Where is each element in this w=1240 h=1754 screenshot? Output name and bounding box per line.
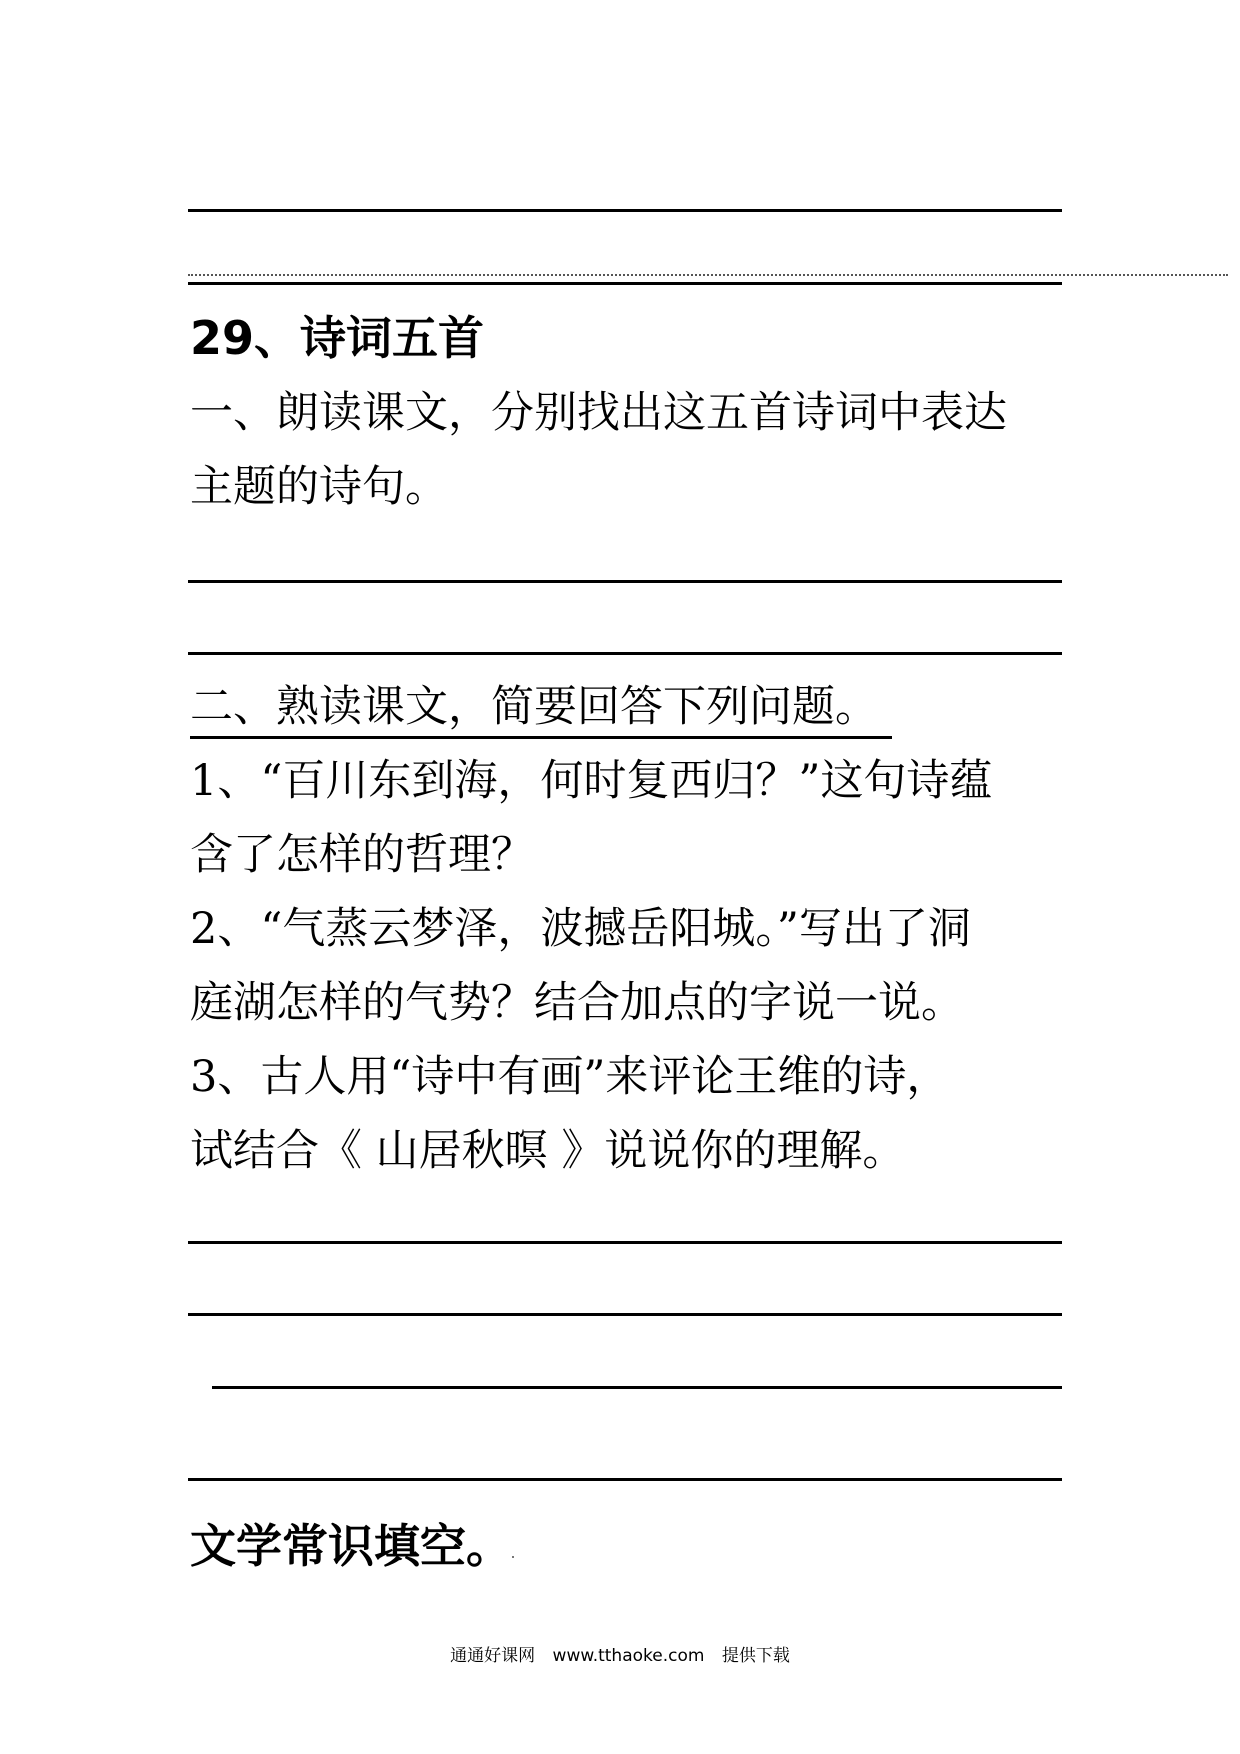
footer-site-name: 通通好课网	[450, 1646, 536, 1666]
literature-heading: 文学常识填空。	[190, 1519, 512, 1573]
question-1-line-1: 1、“百川东到海，何时复西归？”这句诗蕴	[190, 756, 993, 806]
part-two-heading-text: 二、熟读课文，简要回答下列问题。	[190, 682, 892, 739]
answer-line	[188, 1313, 1062, 1316]
answer-line	[188, 652, 1062, 655]
stray-dot	[512, 1556, 514, 1558]
section-title: 29、诗词五首	[190, 311, 485, 365]
part-one-line-1: 一、朗读课文，分别找出这五首诗词中表达	[190, 388, 1007, 438]
answer-line	[212, 1386, 1062, 1389]
page-footer	[0, 1644, 1240, 1668]
question-3-line-1: 3、古人用“诗中有画”来评论王维的诗，	[190, 1052, 950, 1102]
answer-line	[188, 209, 1062, 212]
question-2-line-2: 庭湖怎样的气势？结合加点的字说一说。	[190, 978, 964, 1028]
question-3-line-2: 试结合《 山居秋暝 》说说你的理解。	[190, 1126, 906, 1176]
part-two-heading	[190, 670, 892, 744]
question-1-line-2: 含了怎样的哲理？	[190, 830, 534, 880]
footer-url: www.tthaoke.com	[552, 1646, 705, 1666]
dotted-divider	[188, 274, 1228, 276]
answer-line	[188, 282, 1062, 285]
answer-line	[188, 1478, 1062, 1481]
question-2-line-1: 2、“气蒸云梦泽，波撼岳阳城。”写出了洞	[190, 904, 971, 954]
answer-line	[188, 580, 1062, 583]
footer-suffix: 提供下载	[721, 1646, 790, 1666]
answer-line	[188, 1241, 1062, 1244]
part-one-line-2: 主题的诗句。	[190, 462, 448, 512]
